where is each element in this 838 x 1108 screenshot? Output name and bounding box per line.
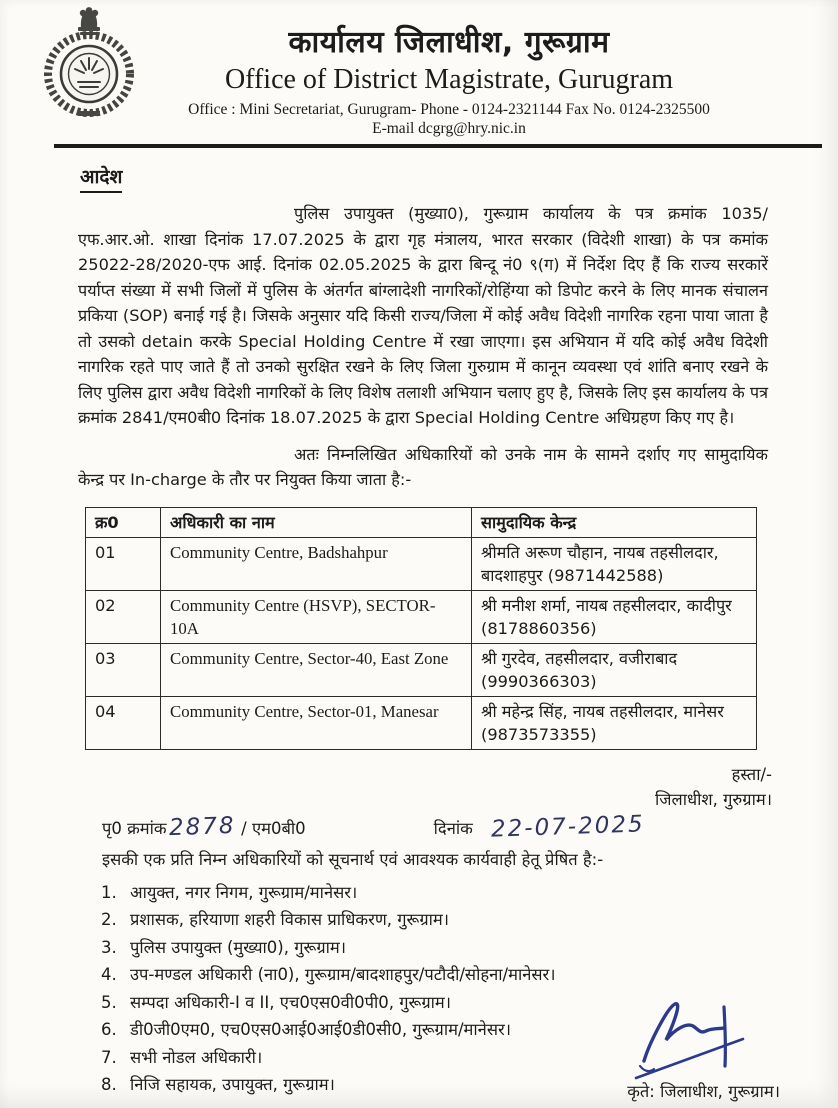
table-header-row (86, 507, 757, 537)
table-row (86, 696, 757, 749)
incharge-assignment-table (85, 507, 757, 750)
header-officer-name: अधिकारी का नाम (161, 507, 472, 537)
cell-sno: 02 (86, 590, 161, 643)
cell-centre-name: Community Centre, Sector-01, Manesar (161, 696, 472, 749)
recipient-item: 8. निजि सहायक, उपायुक्त, गुरूग्राम। (122, 1071, 838, 1099)
cell-officer: श्रीमति अरूण चौहान, नायब तहसीलदार, बादशाहपुर (9871442588) (472, 537, 757, 590)
cell-sno: 04 (86, 696, 161, 749)
cell-centre-name: Community Centre, Badshahpur (161, 537, 472, 590)
table-row (86, 590, 757, 643)
recipient-item: 5. सम्पदा अधिकारी-I व II, एच0एस0वी0पी0, गुरूग्राम। (122, 989, 838, 1017)
order-paragraph-2: अतः निम्नलिखित अधिकारियों को उनके नाम के सामने दर्शाए गए सामुदायिक केन्द्र पर In-charge के तौर पर नियुक्त किया जाता है:- (78, 444, 768, 490)
cell-officer: श्री गुरदेव, तहसीलदार, वजीराबाद (9990366303) (472, 643, 757, 696)
table-row (86, 537, 757, 590)
order-heading: आदेश (80, 163, 122, 193)
handwritten-ref-number: 2878 (168, 812, 236, 841)
for-district-magistrate-line: कृते: जिलाधीश, गुरूग्राम। (627, 1082, 780, 1101)
recipient-item: 2. प्रशासक, हरियाणा शहरी विकास प्राधिकरण, गुरूग्राम। (122, 906, 838, 934)
signed-abbrev: हस्ता/- (731, 764, 772, 784)
office-address-line: Office : Mini Secretariat, Gurugram- Phone - 0124-2321144 Fax No. 0124-2325500 (188, 100, 710, 118)
endorsement-ref-label: पृ0 क्रमांक (102, 818, 167, 838)
header-community-centre: सामुदायिक केन्द्र (472, 507, 757, 537)
endorsement-date-label: दिनांक (433, 818, 473, 838)
cell-officer: श्री महेन्द्र सिंह, नायब तहसीलदार, मानेसर (9873573355) (472, 696, 757, 749)
haryana-government-emblem-icon (36, 4, 142, 120)
header-serial-no: क्र0 (86, 507, 161, 537)
endorsement-ref-suffix: / एम0बी0 (241, 818, 306, 838)
signed-designation: जिलाधीश, गुरुग्राम। (655, 789, 772, 809)
cell-centre-name: Community Centre, Sector-40, East Zone (161, 643, 472, 696)
recipient-item: 4. उप-मण्डल अधिकारी (ना0), गुरूग्राम/बादशाहपुर/पटौदी/सोहना/मानेसर। (122, 961, 838, 989)
table-row (86, 643, 757, 696)
office-title-hindi: कार्यालय जिलाधीश, गुरूग्राम (288, 25, 610, 60)
endorsement-section (102, 811, 778, 870)
cell-officer: श्री मनीश शर्मा, नायब तहसीलदार, कादीपुर (8178860356) (472, 590, 757, 643)
recipient-item: 7. सभी नोडल अधिकारी। (122, 1044, 838, 1072)
cell-sno: 01 (86, 537, 161, 590)
copy-forward-line: इसकी एक प्रति निम्न अधिकारियों को सूचनार्थ एवं आवश्यक कार्यवाही हेतू प्रेषित है:- (102, 849, 604, 869)
blue-ink-signature-icon (626, 997, 754, 1083)
recipient-item: 3. पुलिस उपायुक्त (मुख्या0), गुरूग्राम। (122, 934, 838, 962)
office-title-english: Office of District Magistrate, Gurugram (224, 63, 674, 95)
order-paragraph-1: पुलिस उपायुक्त (मुख्या0), गुरूग्राम कार्यालय के पत्र क्रमांक 1035/एफ.आर.ओ. शाखा दिनांक 17.07.2025 के द्वारा गृह मंत्रालय, भारत सरकार (विदेशी शाखा) के पत्र कमांक 25022-28/2020-एफ आई. दिनांक 02.05.2025 के द्वारा बिन्दू नं0 ९(ग) में निर्देश दिए हैं कि राज्य सरकारें पर्याप्त संख्या में सभी जिलों में पुलिस के अंतर्गत बांग्लादेशी नागरिकों/रोहिंग्या को डिपोट करने के लिए मानक संचालन प्रकिया (SOP) बनाई गई है। जिसके अनुसार यदि किसी राज्य/जिला में कोई अवैध विदेशी नागरिक रहना पाया जाता है तो उसको detain करके Special Holding Centre में रखा जाएगा। इस अभियान में यदि कोई अवैध विदेशी नागरिक रहते पाए जाते हैं तो उनको सुरक्षित रखने के लिए जिला गुरुग्राम में कानून व्यवस्था एवं शांति बनाए रखने के लिए पुलिस द्वारा अवैध विदेशी नागरिकों के लिए विशेष तलाशी अभियान चलाए हुए है, जिसके लिए इस कार्यालय के पत्र क्रमांक 2841/एम0बी0 दिनांक 18.07.2025 के द्वारा Special Holding Centre अधिग्रहण किए गए है। (78, 204, 768, 428)
office-email-line: E-mail dcgrg@hry.nic.in (372, 119, 526, 137)
recipient-item: 6. डी0जी0एम0, एच0एस0आई0आई0डी0सी0, गुरूग्राम/मानेसर। (122, 1016, 838, 1044)
cell-centre-name: Community Centre (HSVP), SECTOR-10A (161, 590, 472, 643)
recipient-item: 1. आयुक्त, नगर निगम, गुरूग्राम/मानेसर। (122, 879, 838, 907)
issuer-signature-block (0, 762, 772, 812)
letterhead-divider (54, 144, 822, 148)
handwritten-date: 22-07-2025 (490, 811, 645, 843)
cell-sno: 03 (86, 643, 161, 696)
footer-signature-block (626, 997, 780, 1102)
letterhead (0, 0, 838, 148)
